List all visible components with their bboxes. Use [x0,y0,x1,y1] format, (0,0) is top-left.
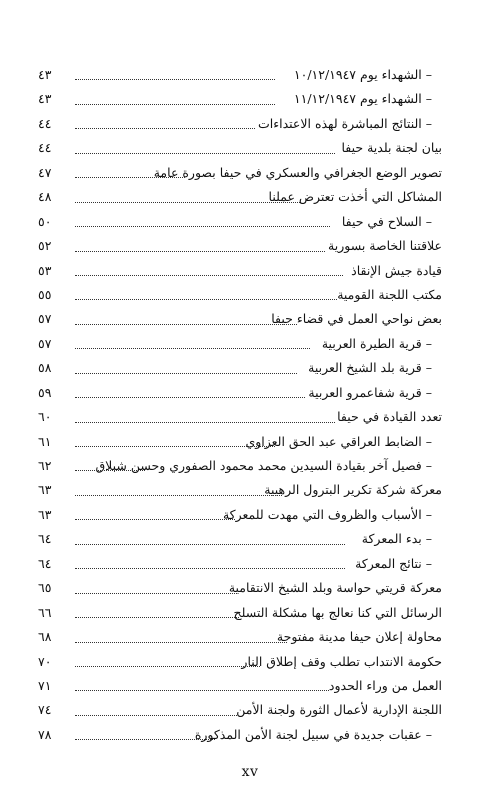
toc-entry [0,137,500,161]
dot-leader [75,690,329,691]
toc-entry-title: بعض نواحي العمل في قضاء حيفا [271,311,442,327]
toc-entry-title: قيادة جيش الإنقاذ [351,262,442,278]
toc-page-number: ٦٠ [38,409,52,425]
dot-leader [75,226,330,227]
toc-page-number: ٦٨ [38,629,52,645]
toc-page-number: ٤٣ [38,67,52,82]
toc-page-number: ٥٩ [38,384,52,400]
toc-entry [0,479,500,503]
dot-leader [75,470,145,471]
dot-leader [75,348,310,349]
toc-entry-title: محاولة إعلان حيفا مدينة مفتوحة [276,629,442,645]
toc-subentry [0,455,500,479]
toc-subentry [0,528,500,552]
table-of-contents [0,64,500,748]
toc-entry-title: تصوير الوضع الجغرافي والعسكري في حيفا بصورة عامة [153,164,442,180]
toc-page-number: ٥٧ [38,311,52,327]
toc-page-number: ٧٤ [38,702,52,718]
toc-entry [0,577,500,601]
dot-leader [75,617,239,618]
toc-subentry [0,64,500,88]
dot-leader [75,177,185,178]
toc-entry-title: – الضابط العراقي عبد الحق العزاوي [245,434,432,449]
dot-leader [75,251,325,252]
toc-entry-title: بيان لجنة بلدية حيفا [341,140,442,156]
toc-entry-title: – نتائج المعركة [355,556,432,571]
toc-entry-title: معركة شركة تكرير البترول الرهيبة [264,482,442,498]
toc-page-number: ٥٢ [38,238,52,254]
toc-entry [0,162,500,186]
toc-entry-title: العمل من وراء الحدود [328,677,442,693]
toc-subentry [0,211,500,235]
toc-entry-title: الرسائل التي كنا نعالج بها مشكلة التسلح [233,604,442,620]
toc-entry-title: – قرية شفاعمرو العربية [308,385,432,400]
toc-page-number: ٦٤ [38,531,52,547]
toc-page-number: ٧١ [38,677,52,693]
toc-entry [0,235,500,259]
toc-page-number: ٦١ [38,433,52,449]
toc-entry-title: علاقتنا الخاصة بسورية [328,238,442,254]
toc-entry [0,675,500,699]
toc-subentry [0,357,500,381]
toc-entry-title: حكومة الانتداب تطلب وقف إطلاق النار [241,653,442,669]
toc-page-number: ٤٣ [38,91,52,107]
toc-page-number: ٥٥ [38,286,52,302]
toc-entry-title: تعدد القيادة في حيفا [337,409,442,425]
toc-page-number: ٦٣ [38,482,52,498]
dot-leader [75,446,275,447]
dot-leader [75,275,343,276]
toc-page-number: ٦٦ [38,604,52,620]
toc-entry-title: – قرية بلد الشيخ العربية [308,360,432,375]
toc-page-number: ٦٢ [38,458,52,473]
dot-leader [75,519,235,520]
toc-subentry [0,382,500,406]
dot-leader [75,104,275,105]
toc-entry-title: مكتب اللجنة القومية [337,286,442,302]
dot-leader [75,373,297,374]
toc-page-number: ٥٧ [38,335,52,351]
toc-entry [0,651,500,675]
toc-subentry [0,431,500,455]
toc-page-number: ٧٠ [38,653,52,669]
toc-page-number: ٧٨ [38,726,52,742]
toc-subentry [0,88,500,112]
toc-page-number: ٥٨ [38,360,52,376]
toc-entry-title: المشاكل التي أخذت تعترض عملنا [268,189,442,205]
toc-entry-title: – الأسباب والظروف التي مهدت للمعركة [223,507,432,522]
toc-page-number: ٤٧ [38,164,52,180]
toc-subentry [0,333,500,357]
toc-page-number: ٦٥ [38,580,52,596]
toc-entry-title: – الشهداء يوم ١٠/١٢/١٩٤٧ [294,67,432,82]
toc-entry [0,602,500,626]
toc-entry-title: – بدء المعركة [362,531,432,546]
dot-leader [75,202,300,203]
dot-leader [75,544,345,545]
toc-subentry [0,724,500,748]
toc-page-number: ٦٤ [38,555,52,571]
dot-leader [75,422,335,423]
dot-leader [75,715,239,716]
toc-entry [0,626,500,650]
dot-leader [75,79,275,80]
toc-entry-title: – النتائج المباشرة لهذه الاعتداءات [258,116,432,131]
toc-entry-title: – قرية الطيرة العربية [322,336,432,351]
toc-entry [0,699,500,723]
dot-leader [75,642,287,643]
dot-leader [75,666,260,667]
toc-entry-title: – عقبات جديدة في سبيل لجنة الأمن المذكورة [195,727,432,742]
toc-entry [0,284,500,308]
dot-leader [75,568,345,569]
dot-leader [75,128,255,129]
dot-leader [75,593,237,594]
toc-page-number: ٤٨ [38,189,52,205]
toc-page-number: ٤٤ [38,115,52,131]
toc-entry [0,260,500,284]
toc-subentry [0,504,500,528]
toc-subentry [0,113,500,137]
toc-page-number: ٦٣ [38,506,52,522]
dot-leader [75,153,335,154]
dot-leader [75,495,282,496]
dot-leader [75,324,297,325]
toc-entry-title: – السلاح في حيفا [342,214,432,229]
dot-leader [75,397,305,398]
toc-page-number: ٤٤ [38,140,52,156]
dot-leader [75,299,337,300]
toc-entry-title: – فصيل آخر بقيادة السيدين محمد محمود الصفوري وحسن شبلاق [95,458,432,473]
toc-page-number: ٥٣ [38,262,52,278]
toc-entry-title: اللجنة الإدارية لأعمال الثورة ولجنة الأمن [236,702,442,718]
toc-page-number: ٥٠ [38,213,52,229]
dot-leader [75,739,215,740]
page-folio: xv [241,764,259,780]
toc-entry-title: – الشهداء يوم ١١/١٢/١٩٤٧ [294,91,432,106]
toc-entry [0,186,500,210]
toc-entry [0,406,500,430]
toc-subentry [0,553,500,577]
toc-entry [0,308,500,332]
toc-entry-title: معركة قريتي حواسة وبلد الشيخ الانتقامية [228,580,442,596]
